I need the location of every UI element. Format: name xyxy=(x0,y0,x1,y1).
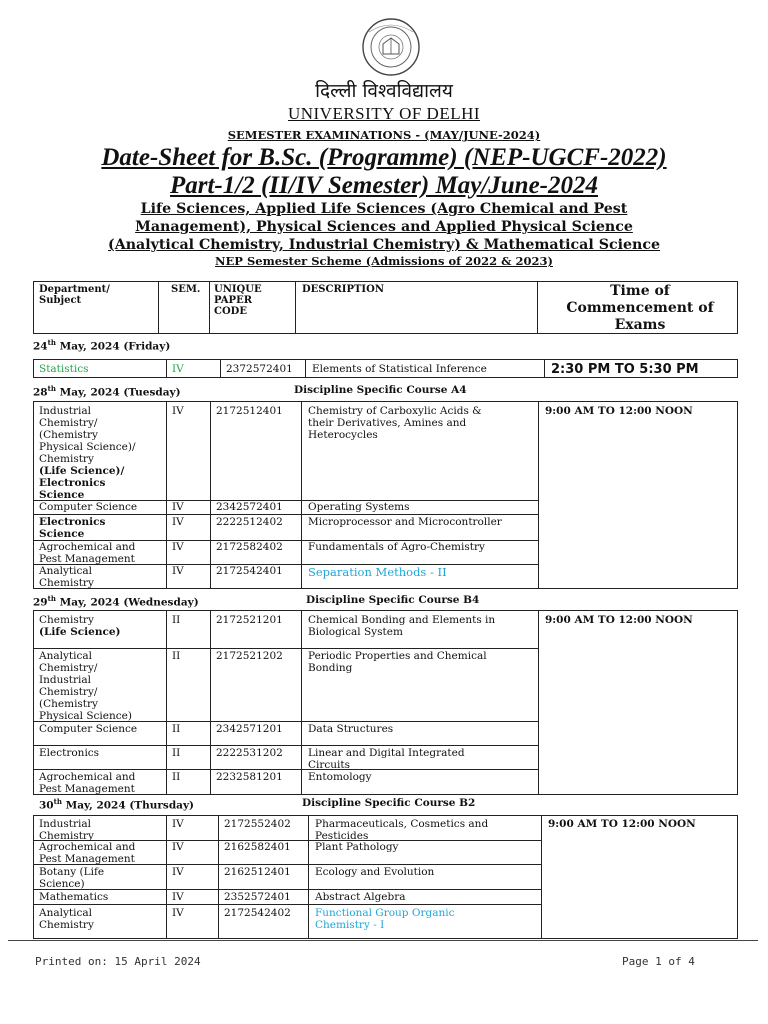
sem-cell: II xyxy=(172,771,181,783)
description-cell: Periodic Properties and Chemical Bonding xyxy=(308,650,487,674)
sem-cell: IV xyxy=(172,516,184,528)
code-cell: 2222531202 xyxy=(216,747,283,759)
code-cell: 2172582402 xyxy=(216,541,283,553)
sem-cell: II xyxy=(172,747,181,759)
code-cell: 2342571201 xyxy=(216,723,283,735)
sem-cell: IV xyxy=(172,841,184,853)
description-cell: Elements of Statistical Inference xyxy=(312,363,487,375)
university-name: UNIVERSITY OF DELHI xyxy=(287,104,481,123)
description-cell: Fundamentals of Agro-Chemistry xyxy=(308,541,485,553)
sem-cell: IV xyxy=(172,501,184,513)
exam-time: 2:30 PM TO 5:30 PM xyxy=(551,362,699,377)
column-header-description: DESCRIPTION xyxy=(302,284,384,295)
code-cell: 2222512402 xyxy=(216,516,283,528)
code-cell: 2372572401 xyxy=(226,363,293,375)
code-cell: 2172542402 xyxy=(224,907,291,919)
description-cell: Chemical Bonding and Elements in Biological System xyxy=(308,614,496,638)
dept-cell: Mathematics xyxy=(39,891,109,903)
course-heading: Discipline Specific Course A4 xyxy=(294,384,467,396)
description-cell: Pharmaceuticals, Cosmetics and Pesticides xyxy=(315,818,489,842)
dept-cell: Computer Science xyxy=(39,723,138,735)
code-cell: 2162512401 xyxy=(224,866,291,878)
university-hindi-name: दिल्ली विश्वविद्यालय xyxy=(315,80,453,102)
exam-time: 9:00 AM TO 12:00 NOON xyxy=(545,405,693,417)
sem-cell: IV xyxy=(172,907,184,919)
sem-cell: IV xyxy=(172,818,184,830)
code-cell: 2352572401 xyxy=(224,891,291,903)
code-cell: 2232581201 xyxy=(216,771,283,783)
dept-cell: Agrochemical and Pest Management xyxy=(39,841,136,865)
page-number: Page 1 of 4 xyxy=(622,955,695,968)
date-heading-24-may: 24th May, 2024 (Friday) xyxy=(33,338,171,353)
code-cell: 2172542401 xyxy=(216,565,283,577)
date-heading-30-may: 30th May, 2024 (Thursday) xyxy=(39,797,195,812)
dept-cell: Statistics xyxy=(39,363,89,375)
column-header-sem: SEM. xyxy=(171,284,201,295)
sem-cell: IV xyxy=(172,405,184,417)
dept-cell: Computer Science xyxy=(39,501,138,513)
dept-cell: Electronics Science xyxy=(39,516,106,540)
subtitle-line-1: Life Sciences, Applied Life Sciences (Agro Chemical and Pest xyxy=(140,201,628,217)
dept-cell: Electronics xyxy=(39,747,100,759)
dept-cell: Agrochemical and Pest Management xyxy=(39,771,136,795)
sem-cell: IV xyxy=(172,891,184,903)
description-cell: Chemistry of Carboxylic Acids & their Derivatives, Amines and Heterocycles xyxy=(308,405,482,441)
date-heading-29-may: 29th May, 2024 (Wednesday) xyxy=(33,594,199,609)
code-cell: 2172552402 xyxy=(224,818,291,830)
column-header-time: Time of Commencement of Exams xyxy=(566,283,714,333)
description-cell: Plant Pathology xyxy=(315,841,399,853)
sem-cell: IV xyxy=(172,541,184,553)
dept-cell: Agrochemical and Pest Management xyxy=(39,541,136,565)
description-cell: Abstract Algebra xyxy=(315,891,406,903)
title-line-1: Date-Sheet for B.Sc. (Programme) (NEP-UGCF-2022) xyxy=(101,144,667,171)
code-cell: 2172521202 xyxy=(216,650,283,662)
subtitle-line-2: Management), Physical Sciences and Applied Physical Science xyxy=(135,219,633,235)
course-heading: Discipline Specific Course B4 xyxy=(306,594,480,606)
date-heading-28-may: 28th May, 2024 (Tuesday) xyxy=(33,384,181,399)
exam-time: 9:00 AM TO 12:00 NOON xyxy=(548,818,696,830)
code-cell: 2172512401 xyxy=(216,405,283,417)
course-heading: Discipline Specific Course B2 xyxy=(302,797,476,809)
description-cell: Linear and Digital Integrated Circuits xyxy=(308,747,465,771)
scheme-note: NEP Semester Scheme (Admissions of 2022 & 2023) xyxy=(215,254,553,268)
dept-cell: Industrial Chemistry xyxy=(39,818,94,842)
sem-cell: IV xyxy=(172,565,184,577)
code-cell: 2342572401 xyxy=(216,501,283,513)
subtitle-line-3: (Analytical Chemistry, Industrial Chemistry) & Mathematical Science xyxy=(108,237,660,253)
description-cell-link[interactable]: Separation Methods - II xyxy=(308,565,447,579)
description-cell: Operating Systems xyxy=(308,501,410,513)
description-cell: Data Structures xyxy=(308,723,394,735)
sem-cell: II xyxy=(172,614,181,626)
dept-cell: Analytical Chemistry/ Industrial Chemistry/ (Chemistry Physical Science) xyxy=(39,650,132,722)
dept-cell: Analytical Chemistry xyxy=(39,907,94,931)
sem-cell: II xyxy=(172,650,181,662)
code-cell: 2172521201 xyxy=(216,614,283,626)
description-cell: Microprocessor and Microcontroller xyxy=(308,516,502,528)
column-header-dept: Department/ Subject xyxy=(39,284,110,306)
description-cell: Ecology and Evolution xyxy=(315,866,435,878)
sem-cell: IV xyxy=(172,363,184,375)
dept-cell: Chemistry (Life Science) xyxy=(39,614,121,638)
description-cell-link[interactable]: Functional Group Organic Chemistry - I xyxy=(315,907,455,931)
dept-cell: Botany (Life Science) xyxy=(39,866,105,890)
printed-date: Printed on: 15 April 2024 xyxy=(35,955,201,968)
title-line-2: Part-1/2 (II/IV Semester) May/June-2024 xyxy=(169,172,598,199)
dept-cell: Analytical Chemistry xyxy=(39,565,94,589)
footer-divider xyxy=(8,940,758,941)
university-seal-logo xyxy=(351,16,431,78)
dept-cell: Industrial Chemistry/ (Chemistry Physical Science)/ Chemistry (Life Science)/ Electronics Science xyxy=(39,405,136,501)
exam-time: 9:00 AM TO 12:00 NOON xyxy=(545,614,693,626)
exam-session: SEMESTER EXAMINATIONS - (MAY/JUNE-2024) xyxy=(227,128,541,142)
description-cell: Entomology xyxy=(308,771,372,783)
sem-cell: II xyxy=(172,723,181,735)
code-cell: 2162582401 xyxy=(224,841,291,853)
sem-cell: IV xyxy=(172,866,184,878)
column-header-code: UNIQUE PAPER CODE xyxy=(214,284,262,317)
